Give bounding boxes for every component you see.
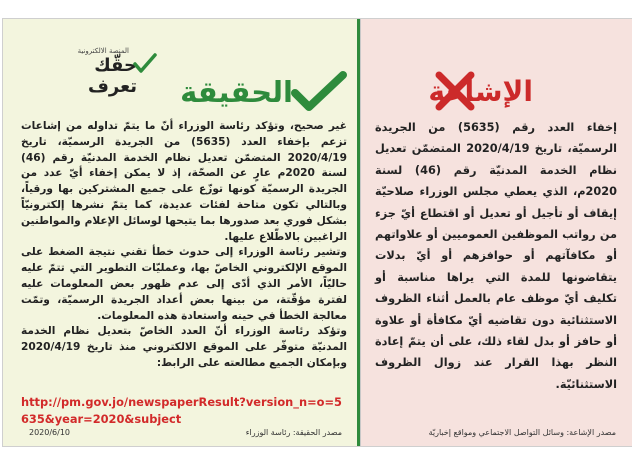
fact-check-card (2, 18, 632, 447)
truth-date: 2020/6/10 (29, 428, 71, 437)
truth-paragraph-1: غير صحيح، وتؤكد رئاسة الوزراء أنّ ما يتمّ تداوله من إشاعات تزعم بإخفاء العدد (5635) من الجريدة الرسميّة، تاريخ 2020/4/19 المتضمّن تعديل نظام الخدمة المدنيّة رقم (46) لسنة 2020م عارٍ عن الصحّة، إذ لا يمكن إخفاء أيّ عدد من الجريدة الرسميّة كونها توزّع على جميع المشتركين بها ورقياً، وبالتالي تكون متاحة لفئات عديدة، كما يتمّ نشرها إلكترونيّاً بشكل فوري بعد صدورها بما يتيحها لوسائل الإعلام والمواطنين الراغبين بالاطّلاع عليها. (21, 120, 347, 243)
source-link[interactable]: http://pm.gov.jo/newspaperResult?version_n=o=5635&year=2020&subject (21, 395, 342, 426)
truth-source: مصدر الحقيقة: رئاسة الوزراء (245, 428, 342, 437)
checkmark-icon (291, 71, 347, 113)
logo-name: حقّك تعرف (87, 55, 137, 97)
truth-paragraph-2: وتشير رئاسة الوزراء إلى حدوث خطأ تقني نتيجة الضغط على الموقع الإلكتروني الخاصّ بها، وعمليّات التطوير التي تتمّ عليه حاليّاً، الأمر الذي أدّى إلى عدم ظهور بعض المعلومات عليه لفترة مؤقّتة، من بينها بعض أعداد الجريدة الرسميّة، وتمّت معالجة الخطأ في حينه واستعادة هذه المعلومات. (21, 246, 347, 322)
rumor-title: الإشاعة (428, 75, 533, 108)
truth-panel (3, 19, 358, 446)
truth-body (21, 119, 347, 372)
rumor-body: إخفاء العدد رقم (5635) من الجريدة الرسميّة، تاريخ 2020/4/19 المتضمّن تعديل نظام الخدمة المدنيّة رقم (46) لسنة 2020م، الذي يعطي مجلس الوزراء صلاحيّة إيقاف أو تأجيل أو تعديل أو اقتطاع أيّ جزء من رواتب الموظفين العموميين أو علاواتهم أو مكافآتهم أو حوافزهم أو أيّ بدلات يتقاضونها للمدة التي يراها مناسبة أو تكليف أيّ موظف عام بالعمل أثناء الظروف الاستثنائية دون تقاضيه أيّ مكافأة أو علاوة أو حافز أو بدل لقاء ذلك، على أن يتمّ إعادة النظر بهذا القرار عند زوال الظروف الاستثنائيّة. (375, 121, 618, 391)
rumor-panel (360, 19, 632, 446)
rumor-heading (428, 67, 573, 117)
truth-paragraph-3: وتؤكد رئاسة الوزراء أنّ العدد الخاصّ بتعديل نظام الخدمة المدنيّة متوفّر على الموقع الالكتروني منذ تاريخ 2020/4/19 وبإمكان الجميع مطالعته على الرابط: (21, 325, 347, 369)
rumor-source: مصدر الإشاعة: وسائل التواصل الاجتماعي ومواقع إخباريّة (428, 428, 616, 437)
logo (49, 47, 159, 97)
truth-title: الحقيقة (180, 75, 293, 109)
x-mark-icon (433, 69, 477, 113)
logo-check-icon (133, 51, 157, 75)
truth-heading (173, 71, 343, 117)
logo-subtitle: المنصة الالكترونية (77, 47, 129, 55)
